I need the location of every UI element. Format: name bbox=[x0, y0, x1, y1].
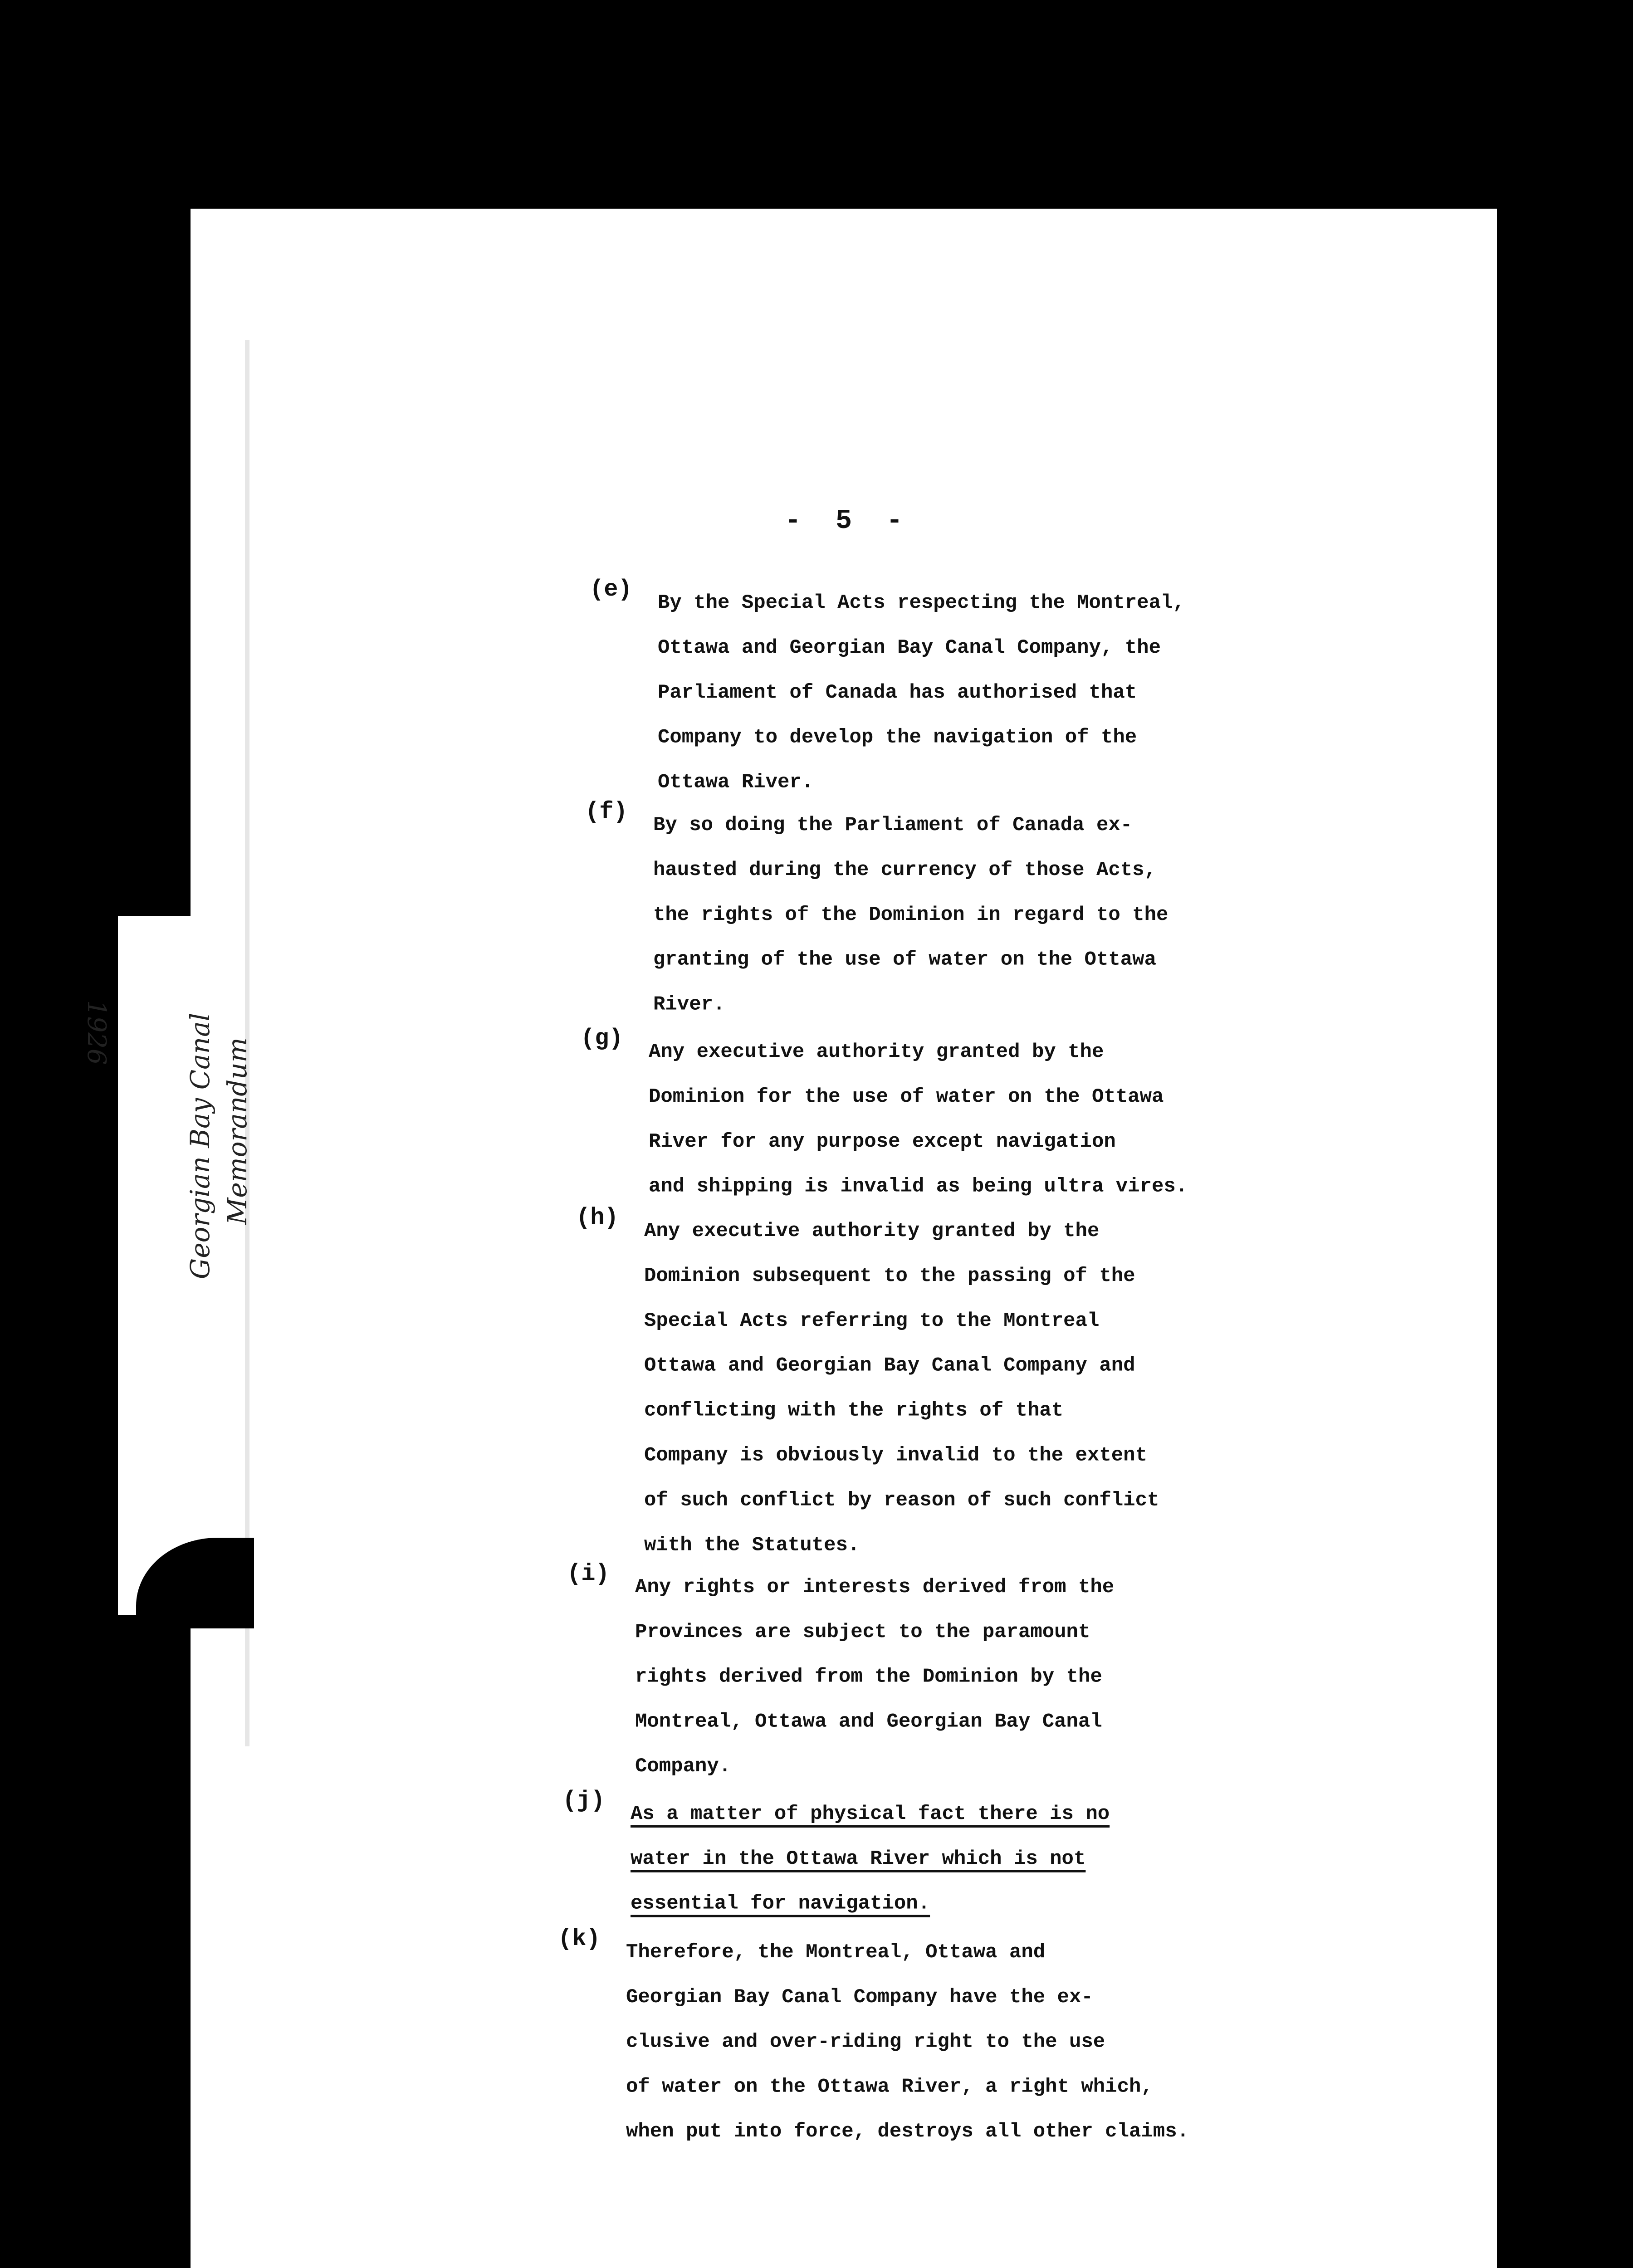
clause-line: hausted during the currency of those Acts, bbox=[653, 858, 1156, 881]
clause-line: clusive and over-riding right to the use bbox=[626, 2030, 1105, 2053]
clause-line: River. bbox=[653, 993, 725, 1016]
clause-line: conflicting with the rights of that bbox=[644, 1399, 1064, 1422]
clause-line: granting of the use of water on the Ottawa bbox=[653, 948, 1156, 971]
clause-line: with the Statutes. bbox=[644, 1534, 860, 1557]
clause-line: Ottawa and Georgian Bay Canal Company, the bbox=[658, 636, 1161, 659]
handwritten-annotation bbox=[181, 1013, 256, 1279]
clause-letter: (h) bbox=[576, 1204, 619, 1231]
clause-g bbox=[581, 1025, 1329, 1217]
clause-line: Any executive authority granted by the bbox=[649, 1041, 1104, 1063]
clause-line: Company to develop the navigation of the bbox=[658, 726, 1137, 749]
clause-line: Ottawa and Georgian Bay Canal Company and bbox=[644, 1354, 1135, 1377]
clause-text bbox=[626, 1930, 1189, 2152]
clause-line: By so doing the Parliament of Canada ex- bbox=[653, 814, 1133, 836]
clause-h bbox=[576, 1204, 1325, 1574]
clause-text bbox=[644, 1209, 1159, 1564]
clause-line: water in the Ottawa River which is not bbox=[631, 1847, 1086, 1870]
clause-text bbox=[631, 1792, 1110, 1925]
clause-line: Montreal, Ottawa and Georgian Bay Canal bbox=[635, 1710, 1102, 1733]
clause-line: Provinces are subject to the paramount bbox=[635, 1620, 1090, 1643]
handwritten-annotation-line2: Memorandum bbox=[222, 1037, 253, 1225]
clause-line: and shipping is invalid as being ultra vires. bbox=[649, 1175, 1188, 1198]
clause-e bbox=[590, 576, 1338, 812]
clause-letter: (j) bbox=[562, 1787, 605, 1814]
clause-line: of water on the Ottawa River, a right which, bbox=[626, 2075, 1153, 2098]
clause-line: Company is obviously invalid to the extent bbox=[644, 1444, 1147, 1467]
clause-line: By the Special Acts respecting the Montreal, bbox=[658, 591, 1185, 614]
clause-line: Dominion subsequent to the passing of the bbox=[644, 1264, 1135, 1287]
clause-line: As a matter of physical fact there is no bbox=[631, 1803, 1110, 1825]
clause-line: River for any purpose except navigation bbox=[649, 1130, 1116, 1153]
clause-letter: (k) bbox=[558, 1926, 601, 1952]
clause-letter: (f) bbox=[585, 798, 628, 825]
clause-line: of such conflict by reason of such conflict bbox=[644, 1489, 1159, 1512]
clause-line: the rights of the Dominion in regard to the bbox=[653, 903, 1169, 926]
clause-line: Ottawa River. bbox=[658, 771, 814, 794]
clause-j bbox=[562, 1787, 1311, 1934]
clause-line: Any rights or interests derived from the bbox=[635, 1576, 1115, 1598]
clause-line: Any executive authority granted by the bbox=[644, 1220, 1100, 1242]
handwritten-year: 1926 bbox=[82, 1000, 111, 1065]
handwritten-annotation-line1: Georgian Bay Canal bbox=[185, 1012, 215, 1279]
clause-line: Georgian Bay Canal Company have the ex- bbox=[626, 1985, 1093, 2009]
clause-letter: (i) bbox=[567, 1560, 610, 1587]
clause-letter: (e) bbox=[590, 576, 632, 603]
clause-line: when put into force, destroys all other claims. bbox=[626, 2120, 1189, 2143]
clause-k bbox=[558, 1926, 1306, 2161]
clause-line: Dominion for the use of water on the Ottawa bbox=[649, 1085, 1164, 1108]
clause-line: Special Acts referring to the Montreal bbox=[644, 1309, 1100, 1332]
clause-text bbox=[658, 581, 1185, 803]
clause-text bbox=[635, 1565, 1114, 1787]
clause-line: essential for navigation. bbox=[631, 1892, 930, 1915]
clause-text bbox=[649, 1030, 1188, 1207]
clause-line: Therefore, the Montreal, Ottawa and bbox=[626, 1941, 1046, 1964]
clause-letter: (g) bbox=[581, 1025, 623, 1052]
clause-line: rights derived from the Dominion by the bbox=[635, 1665, 1102, 1688]
clause-line: Parliament of Canada has authorised that bbox=[658, 681, 1137, 704]
clause-i bbox=[567, 1560, 1315, 1796]
clause-text bbox=[653, 803, 1168, 1025]
clause-f bbox=[585, 798, 1334, 1034]
page-number: - 5 - bbox=[784, 506, 903, 537]
clause-line: Company. bbox=[635, 1755, 731, 1778]
